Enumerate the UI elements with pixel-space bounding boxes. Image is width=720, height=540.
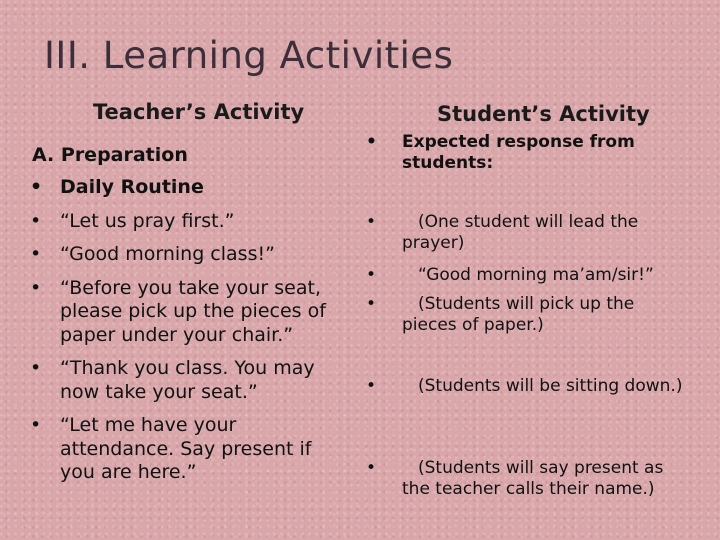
slide-title: III. Learning Activities [44, 34, 454, 77]
list-item [26, 414, 346, 485]
list-item-text: (Students will say present as the teacher calls their name.) [402, 458, 664, 499]
list-item-text: (Students will be sitting down.) [418, 376, 683, 396]
teacher-activity-heading: Teacher’s Activity [93, 100, 305, 124]
section-label: A. Preparation [32, 144, 188, 166]
list-item [26, 210, 346, 234]
list-item-text: “Let me have your attendance. Say present if you are here.” [60, 414, 312, 483]
list-item [26, 243, 346, 267]
list-item [26, 357, 346, 404]
bullet: • [366, 265, 377, 285]
bullet: • [30, 209, 42, 232]
list-item-text: “Good morning ma’am/sir!” [418, 265, 654, 285]
list-item-text: “Good morning class!” [60, 243, 275, 265]
list-item [26, 176, 346, 200]
bullet: • [366, 376, 377, 396]
list-item [26, 277, 346, 348]
list-item-text: (One student will lead the prayer) [402, 212, 639, 253]
list-item-text: “Thank you class. You may now take your seat.” [60, 357, 315, 403]
list-item-text: (Students will pick up the pieces of paper.) [402, 294, 635, 335]
bullet: • [366, 458, 377, 478]
list-item-text: “Let us pray first.” [60, 209, 235, 232]
bullet: • [30, 176, 43, 198]
bullet: • [366, 212, 377, 232]
bullet: • [30, 276, 42, 299]
teacher-activity-list [26, 176, 346, 495]
bullet: • [366, 294, 377, 314]
list-item-text: “Before you take your seat, please pick up the pieces of paper under your chair.” [60, 276, 326, 346]
bullet: • [30, 414, 42, 436]
bullet: • [366, 132, 377, 152]
student-activity-heading: Student’s Activity [437, 102, 650, 126]
list-item-text: Daily Routine [60, 176, 204, 198]
bullet: • [30, 357, 42, 379]
list-item-text: Expected response from students: [402, 132, 635, 173]
bullet: • [30, 243, 42, 265]
